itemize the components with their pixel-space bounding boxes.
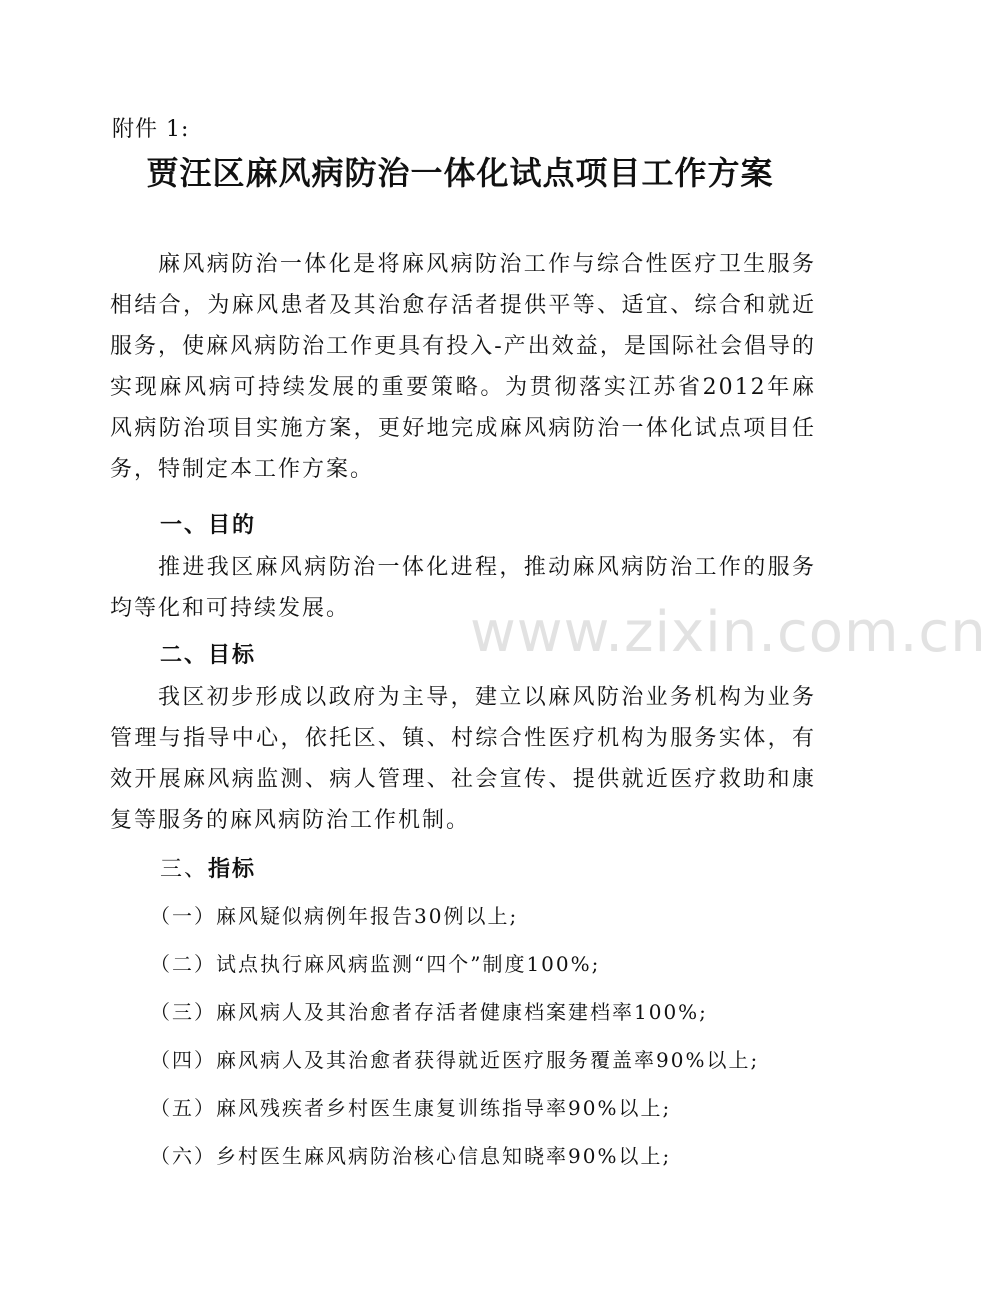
- section-heading-indicators: [160, 852, 256, 883]
- indicator-item: （四）麻风病人及其治愈者获得就近医疗服务覆盖率90%以上;: [150, 1048, 760, 1072]
- section-heading-goal: 二、目标: [160, 643, 257, 668]
- section-heading-indicators-prefix: 三、: [160, 857, 209, 882]
- watermark: www.zixin.com.cn: [470, 600, 987, 665]
- indicator-item: （三）麻风病人及其治愈者存活者健康档案建档率100%;: [150, 1000, 708, 1024]
- document-title: 贾汪区麻风病防治一体化试点项目工作方案: [146, 154, 774, 192]
- section-heading-indicators-title: 指标: [208, 857, 257, 882]
- attachment-label: 附件 1:: [112, 117, 190, 142]
- indicator-item: （六）乡村医生麻风病防治核心信息知晓率90%以上;: [150, 1144, 672, 1168]
- section-paragraph-goal: 我区初步形成以政府为主导，建立以麻风防治业务机构为业务管理与指导中心，依托区、镇、村综合性医疗机构为服务实体，有效开展麻风病监测、病人管理、社会宣传、提供就近医疗救助和康复等服务的麻风病防治工作机制。: [110, 685, 816, 833]
- indicator-item: （五）麻风残疾者乡村医生康复训练指导率90%以上;: [150, 1096, 672, 1120]
- intro-paragraph: 麻风病防治一体化是将麻风病防治工作与综合性医疗卫生服务相结合，为麻风患者及其治愈存活者提供平等、适宜、综合和就近服务，使麻风病防治工作更具有投入-产出效益，是国际社会倡导的实现麻风病可持续发展的重要策略。为贯彻落实江苏省2012年麻风病防治项目实施方案，更好地完成麻风病防治一体化试点项目任务，特制定本工作方案。: [110, 252, 816, 482]
- indicator-item: （二）试点执行麻风病监测“四个”制度100%;: [150, 952, 601, 976]
- indicator-item: （一）麻风疑似病例年报告30例以上;: [150, 904, 519, 928]
- section-paragraph-purpose: 推进我区麻风病防治一体化进程，推动麻风病防治工作的服务均等化和可持续发展。: [110, 555, 816, 621]
- section-heading-purpose: 一、目的: [160, 513, 257, 538]
- indicator-list: [150, 896, 850, 1184]
